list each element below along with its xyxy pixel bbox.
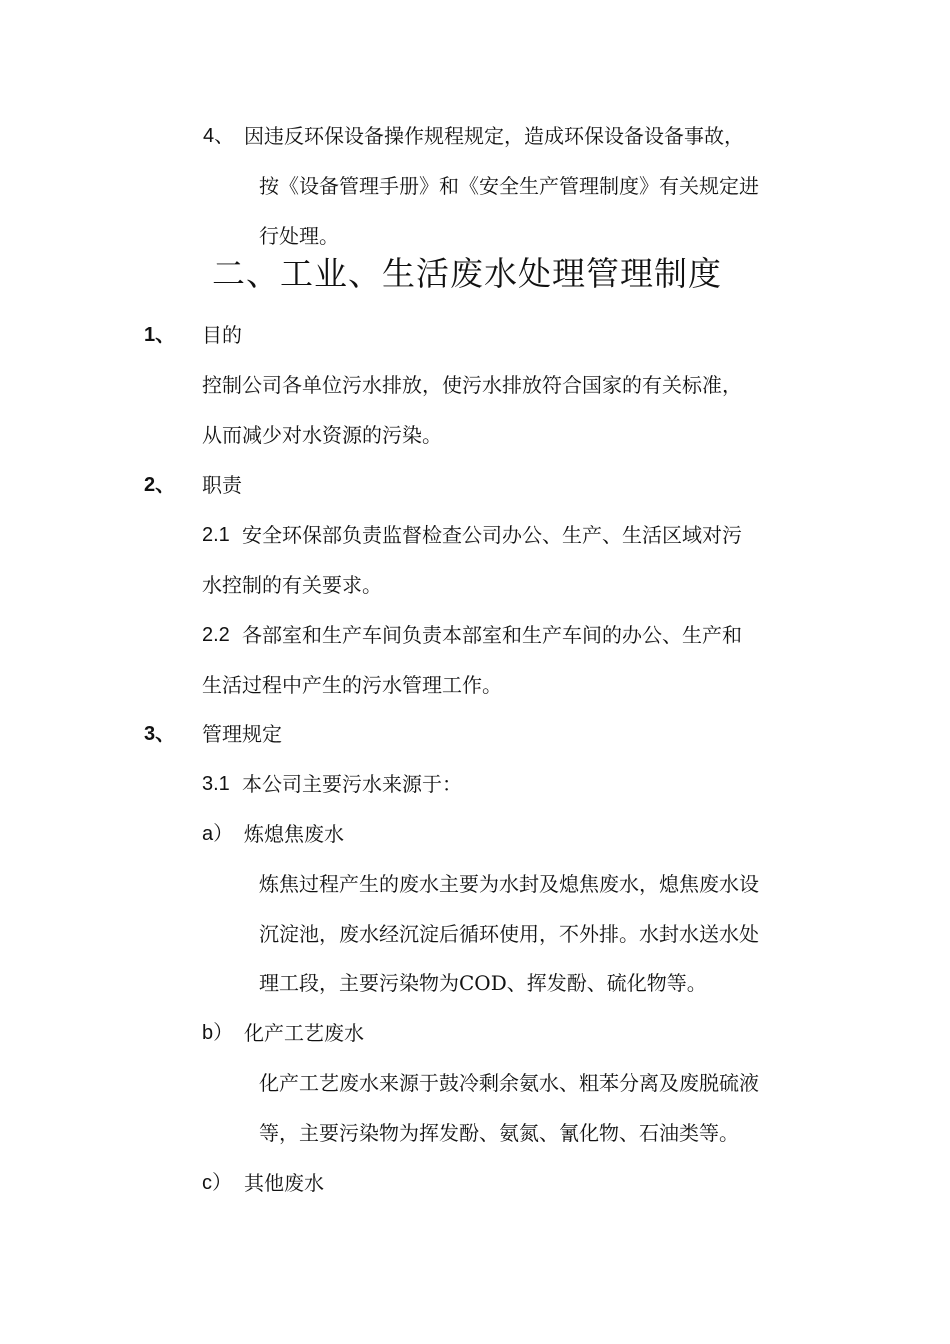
item-text-line: 因违反环保设备操作规程规定，造成环保设备设备事故， [244,124,744,148]
list-item-title: 其他废水 [244,1171,324,1195]
list-item-text-line: 理工段，主要污染物为COD、挥发酚、硫化物等。 [259,971,707,995]
clause-text-line: 安全环保部负责监督检查公司办公、生产、生活区域对污 [242,523,742,547]
clause-text-line: 生活过程中产生的污水管理工作。 [202,673,502,697]
clause-number: 3.1 [202,773,230,795]
item-text-line: 行处理。 [259,224,339,248]
item-text-line: 按《设备管理手册》和《安全生产管理制度》有关规定进 [259,174,759,198]
section-title: 职责 [202,473,242,497]
clause-text-line: 各部室和生产车间负责本部室和生产车间的办公、生产和 [242,623,742,647]
section-title: 目的 [202,323,242,347]
list-item-label: a） [202,823,234,845]
list-item-label: b） [202,1022,234,1044]
paragraph-line: 控制公司各单位污水排放，使污水排放符合国家的有关标准， [202,373,742,397]
section-number: 1、 [144,324,176,346]
section-number: 2、 [144,474,176,496]
section-title: 管理规定 [202,722,282,746]
paragraph-line: 从而减少对水资源的污染。 [202,423,442,447]
section-number: 3、 [144,723,176,745]
list-item-text-line: 炼焦过程产生的废水主要为水封及熄焦废水，熄焦废水设 [259,872,759,896]
list-item-title: 化产工艺废水 [244,1021,364,1045]
clause-number: 2.2 [202,624,230,646]
list-item-text-line: 化产工艺废水来源于鼓冷剩余氨水、粗苯分离及废脱硫液 [259,1071,759,1095]
clause-text-line: 本公司主要污水来源于： [242,772,462,796]
item-number: 4、 [203,125,235,147]
section-heading: 二、工业、生活废水处理管理制度 [212,254,722,293]
list-item-text-line: 沉淀池，废水经沉淀后循环使用，不外排。水封水送水处 [259,922,759,946]
list-item-text-line: 等，主要污染物为挥发酚、氨氮、氰化物、石油类等。 [259,1121,739,1145]
list-item-title: 炼熄焦废水 [244,822,344,846]
clause-number: 2.1 [202,524,230,546]
list-item-label: c） [202,1172,232,1194]
clause-text-line: 水控制的有关要求。 [202,573,382,597]
